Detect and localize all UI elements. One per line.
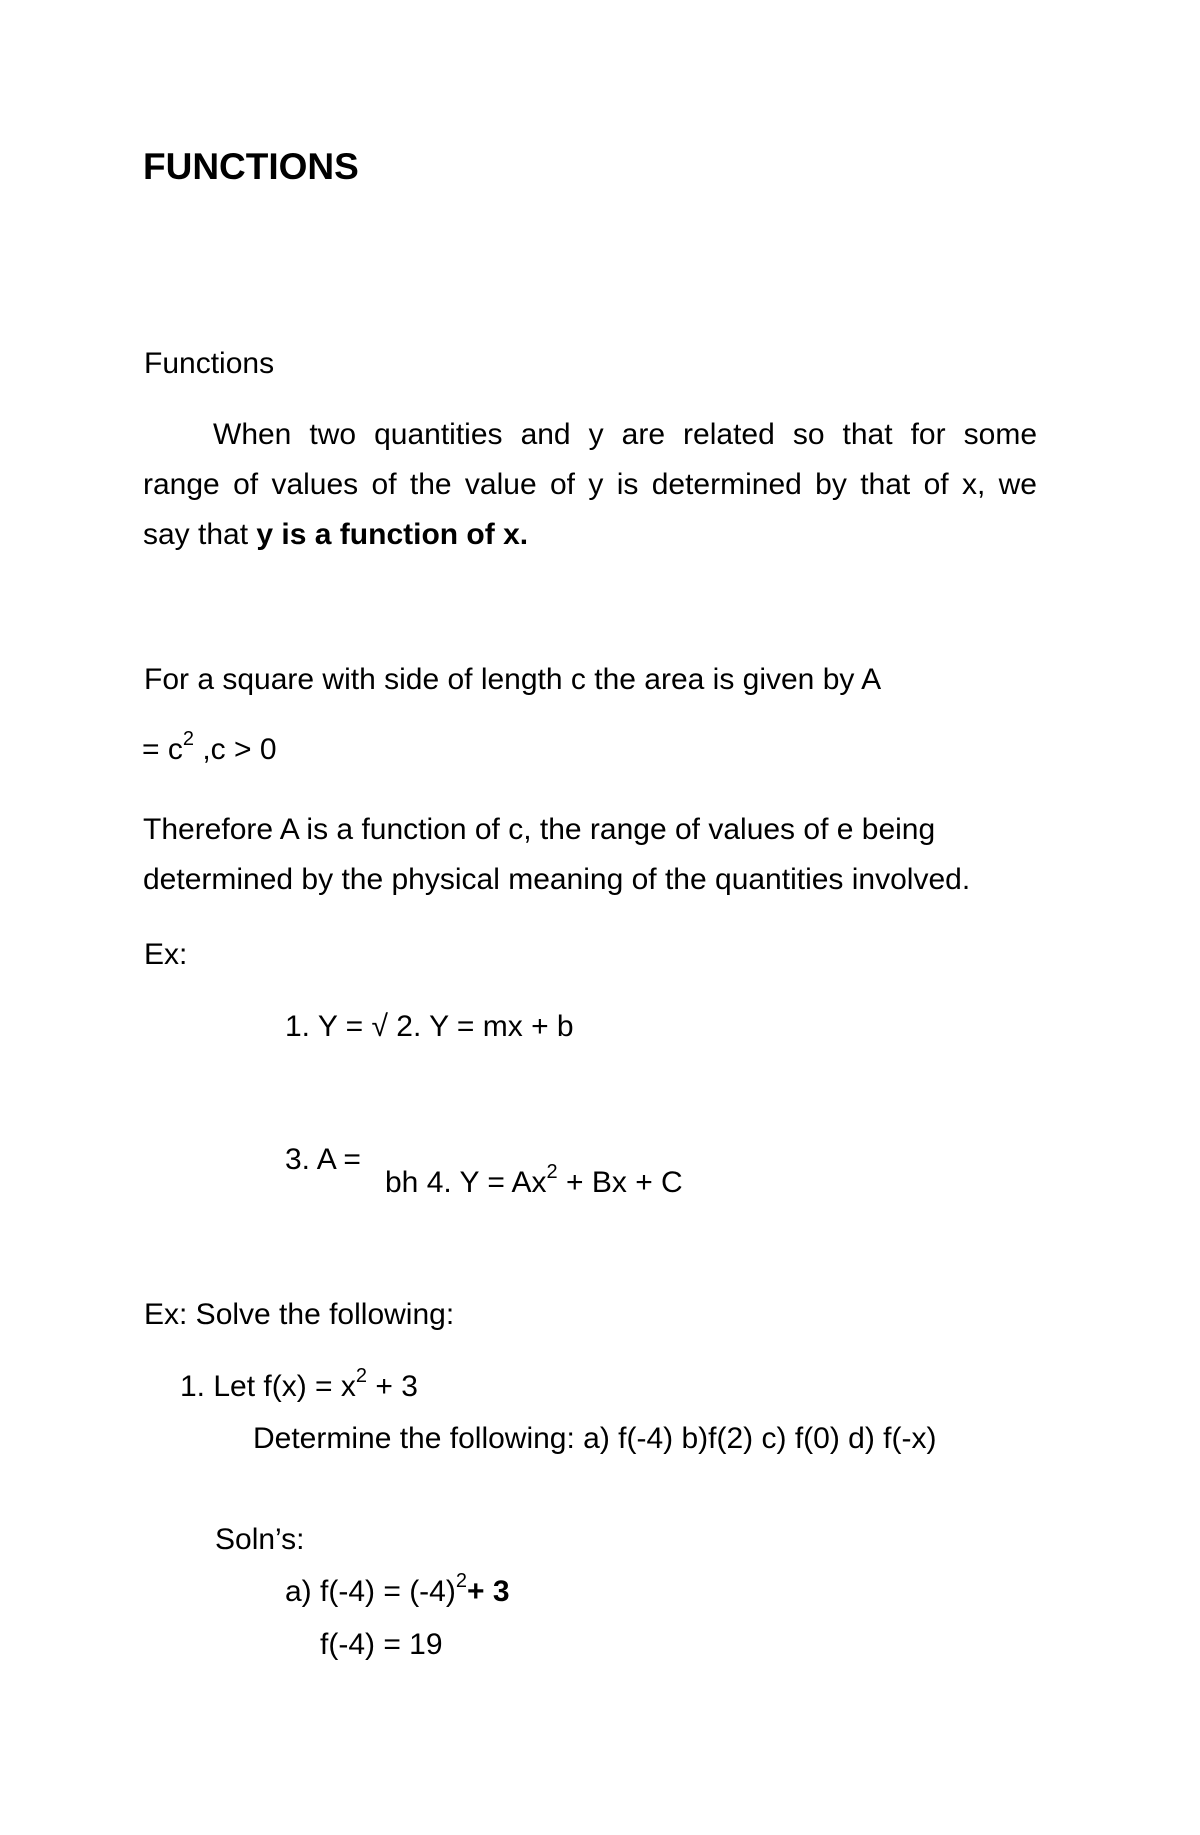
solve-item-1 — [180, 1365, 418, 1403]
example-row-1: 1. Y = √ 2. Y = mx + b — [285, 1010, 574, 1043]
example-row-2b-prefix: bh 4. Y = Ax — [385, 1166, 547, 1199]
formula-suffix: ,c > 0 — [193, 733, 277, 766]
definition-emphasis: y is a function of x. — [256, 518, 529, 551]
definition-line-1: When two quantities and y are related so that for some — [213, 418, 1037, 451]
formula-exponent: 2 — [182, 728, 194, 750]
solve-item-1-suffix: + 3 — [367, 1370, 418, 1403]
section-heading: Functions — [144, 347, 275, 380]
definition-paragraph — [143, 420, 1037, 550]
solns-label: Soln’s: — [215, 1523, 305, 1556]
solution-a-exponent: 2 — [455, 1570, 467, 1592]
solve-heading: Ex: Solve the following: — [144, 1298, 455, 1331]
solution-a — [285, 1570, 510, 1608]
definition-line-3-prefix: say that — [143, 518, 257, 551]
square-example-formula — [142, 728, 277, 766]
example-row-2b — [385, 1161, 683, 1199]
ex-label: Ex: — [144, 938, 188, 971]
example-row-2a: 3. A = — [285, 1143, 361, 1176]
therefore-line-2: determined by the physical meaning of the quantities involved. — [143, 863, 971, 896]
solve-item-1-prefix: 1. Let f(x) = x — [180, 1370, 356, 1403]
example-row-2b-suffix: + Bx + C — [557, 1166, 683, 1199]
therefore-line-1: Therefore A is a function of c, the range of values of e being — [143, 813, 936, 846]
solve-item-1-exponent: 2 — [355, 1365, 368, 1387]
definition-line-2: range of values of the value of y is determined by that of x, we — [143, 468, 1037, 501]
determine-line: Determine the following: a) f(-4) b)f(2) c) f(0) d) f(-x) — [253, 1422, 937, 1455]
square-example-line-1: For a square with side of length c the area is given by A — [144, 663, 882, 696]
page-title: FUNCTIONS — [143, 146, 359, 187]
solution-a-suffix: + 3 — [466, 1575, 510, 1608]
definition-line-3 — [143, 520, 1037, 550]
solution-a-prefix: a) f(-4) = (-4) — [285, 1575, 456, 1608]
formula-prefix: = c — [142, 733, 183, 766]
example-row-2b-exponent: 2 — [546, 1161, 558, 1183]
solution-a-result: f(-4) = 19 — [320, 1628, 443, 1661]
